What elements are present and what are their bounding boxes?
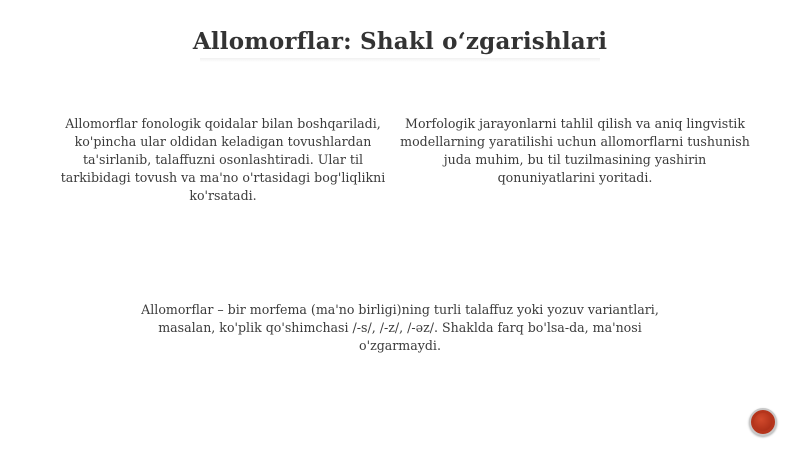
right-paragraph: Morfologik jarayonlarni tahlil qilish va aniq lingvistik modellarning yaratilishi uchun allomorflarni tushunish juda muhim, bu til tuzilmasining yashirin qonuniyatlarini yoritadi. (400, 116, 750, 185)
slide-title: Allomorflar: Shakl o‘zgarishlari (192, 28, 608, 55)
bottom-paragraph: Allomorflar – bir morfema (ma'no birligi)ning turli talaffuz yoki yozuv variantlari, masalan, ko'plik qo'shimchasi /-s/, /-z/, /-əz/. Shaklda farq bo'lsa-da, ma'nosi o'zgarmaydi. (141, 302, 659, 353)
left-paragraph: Allomorflar fonologik qoidalar bilan boshqariladi, ko'pincha ular oldidan keladigan tovushlardan ta'sirlanib, talaffuzni osonlashtiradi. Ular til tarkibidagi tovush va ma'no o'rtasidagi bog'liqlikni ko'rsatadi. (60, 116, 386, 203)
title-underline-shadow (200, 58, 600, 62)
circle-nav-button-icon[interactable] (749, 408, 777, 436)
